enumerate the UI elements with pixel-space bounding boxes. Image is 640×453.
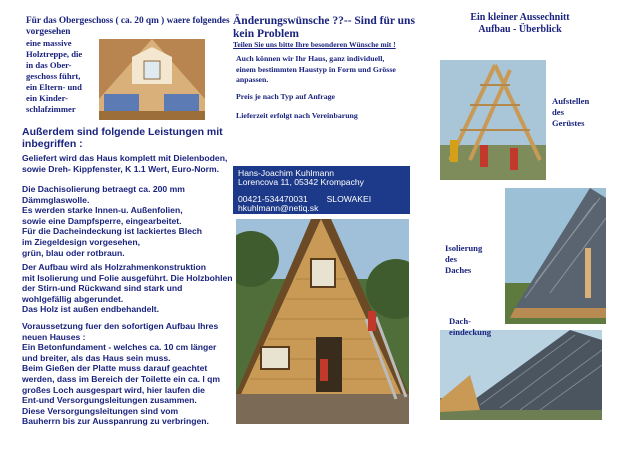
changes-subheading: Teilen Sie uns bitte Ihre besonderen Wünsche mit ! <box>233 40 396 49</box>
roofing-photo <box>440 330 602 420</box>
changes-heading: Änderungswünsche ??-- Sind für uns kein Problem <box>233 15 415 40</box>
services-heading: Außerdem sind folgende Leistungen mit inbegriffen : <box>22 126 223 150</box>
overview-heading: Ein kleiner Aussechnitt Aufbau - Überblick <box>470 12 570 35</box>
contact-email[interactable]: hkuhlmann@netiq.sk <box>238 203 319 214</box>
contact-box <box>233 166 410 214</box>
contact-address: Lorencova 11, 05342 Krompachy <box>238 177 364 188</box>
caption-scaffold: Aufstellen des Gerüstes <box>552 96 590 128</box>
scaffold-photo <box>440 60 546 180</box>
services-paragraph-3: Der Aufbau wird als Holzrahmenkonstruktion mit Isolierung und Folie ausgeführt. Die Holzbohlen der Stirn-und Rückwand sind stark und wohlgefällig abgerundet. Das Holz ist außen endbehandelt. <box>22 262 233 315</box>
changes-paragraph-1: Auch können wir Ihr Haus, ganz individuell, einem bestimmten Haustyp in Form und Grösse anpassen. <box>236 54 396 84</box>
delivery-note: Lieferzeit erfolgt nach Vereinbarung <box>236 111 358 120</box>
intro-heading: Für das Obergeschoss ( ca. 20 qm ) waere folgendes vorgesehen <box>26 16 230 37</box>
price-note: Preis je nach Typ auf Anfrage <box>236 92 335 101</box>
services-paragraph-2: Die Dachisolierung betraegt ca. 200 mm Dämmglaswolle. Es werden starke Innen-u. Außenfolien, sowie eine Dampfsperre, eingearbeitet. Für die Dacheindeckung ist lackiertes Blech im Ziegeldesign vorgesehen, grün, blau oder rotbraun. <box>22 184 203 258</box>
interior-photo <box>99 39 205 120</box>
caption-roofing: Dach- eindeckung <box>449 316 492 337</box>
caption-insulation: Isolierung des Daches <box>445 243 483 275</box>
stair-text: eine massive Holztreppe, die in das Ober- geschoss führt, ein Eltern- und ein Kinder- schlafzimmer <box>26 38 83 114</box>
house-photo <box>236 219 409 424</box>
contact-name: Hans-Joachim Kuhlmann <box>238 168 335 178</box>
contact-phone: 00421-534470031 <box>238 193 308 204</box>
insulation-photo <box>505 188 606 324</box>
contact-country: SLOWAKEI <box>326 193 372 204</box>
services-paragraph-1: Geliefert wird das Haus komplett mit Dielenboden, sowie Dreh- Kippfenster, K 1.1 Wert, Euro-Norm. <box>22 153 228 174</box>
services-paragraph-4: Voraussetzung fuer den sofortigen Aufbau Ihres neuen Hauses : Ein Betonfundament - welches ca. 10 cm länger und breiter, als das Haus sein muss. Beim Gießen der Platte muss darauf geachtet werden, dass im Bereich der Toilette ein ca. l qm großes Loch ausgespart wird, hier laufen die Ent-und Versorgungsleitungen zusammen. Diese Versorgungsleitungen sind vom Bauherrn bis zur Ausspanrung zu verbringen. <box>22 321 221 427</box>
